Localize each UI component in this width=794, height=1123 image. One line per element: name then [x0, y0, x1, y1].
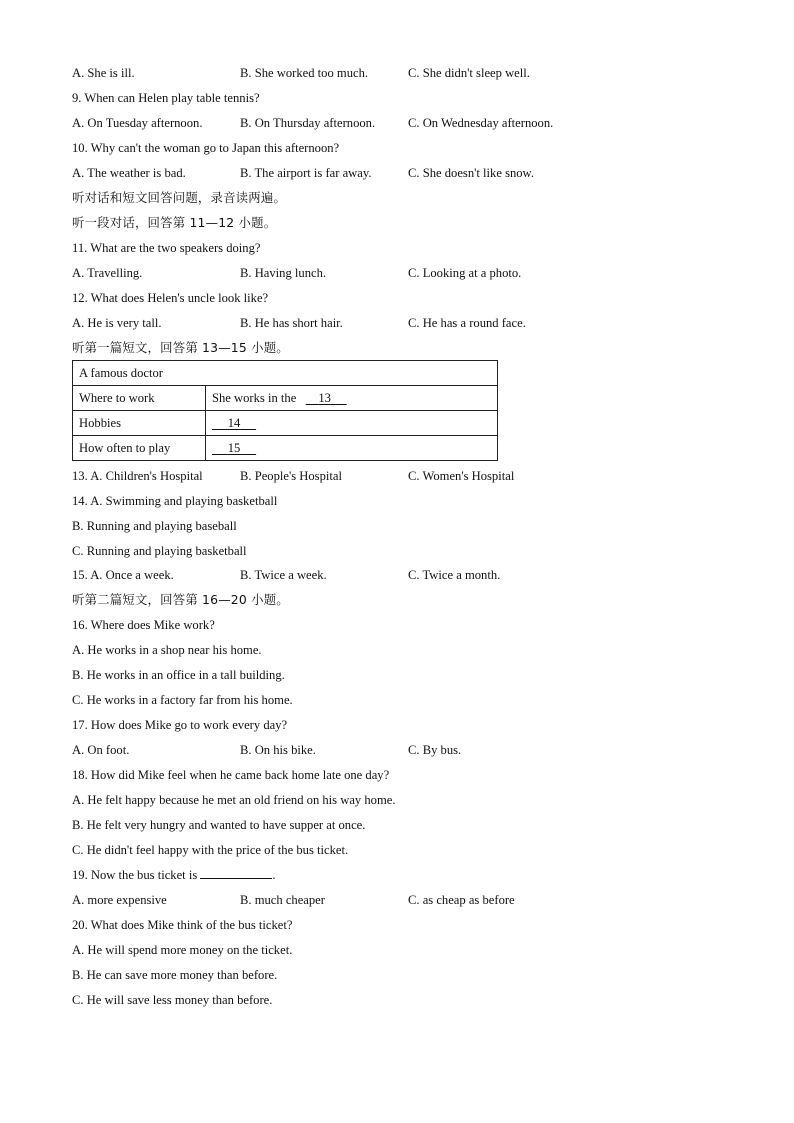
answer-blank-15: 15	[227, 440, 241, 455]
q18-option-c: C. He didn't feel happy with the price of the bus ticket.	[72, 843, 349, 857]
q19-answer-blank	[200, 866, 272, 879]
section-heading-dialogue-passage: 听对话和短文回答问题，录音读两遍。	[72, 190, 287, 205]
table-key: Hobbies	[73, 411, 206, 436]
q11-option-b: B. Having lunch.	[240, 266, 327, 280]
q9-option-a: A. On Tuesday afternoon.	[72, 116, 203, 130]
q19-stem: 19. Now the bus ticket is .	[72, 868, 276, 882]
q9-option-c: C. On Wednesday afternoon.	[408, 116, 554, 130]
q12-option-a: A. He is very tall.	[72, 316, 162, 330]
q8-option-b: B. She worked too much.	[240, 66, 369, 80]
q20-option-b: B. He can save more money than before.	[72, 968, 278, 982]
q10-option-b: B. The airport is far away.	[240, 166, 372, 180]
q18-option-a: A. He felt happy because he met an old friend on his way home.	[72, 793, 396, 807]
q11-option-c: C. Looking at a photo.	[408, 266, 522, 280]
q8-option-c: C. She didn't sleep well.	[408, 66, 530, 80]
q12-stem: 12. What does Helen's uncle look like?	[72, 291, 269, 305]
q13-option-b: B. People's Hospital	[240, 469, 342, 483]
table-value-prefix: She works in the	[212, 390, 297, 405]
q15-option-c: C. Twice a month.	[408, 568, 501, 582]
q19-option-c: C. as cheap as before	[408, 893, 515, 907]
q13-option-c: C. Women's Hospital	[408, 469, 515, 483]
q14-option-a: 14. A. Swimming and playing basketball	[72, 494, 278, 508]
q9-option-b: B. On Thursday afternoon.	[240, 116, 376, 130]
q10-option-a: A. The weather is bad.	[72, 166, 186, 180]
table-key: Where to work	[73, 386, 206, 411]
table-title-row	[73, 361, 498, 386]
q16-option-c: C. He works in a factory far from his home.	[72, 693, 293, 707]
answer-blank-14: 14	[227, 415, 241, 430]
table-value	[206, 386, 498, 411]
table-value	[206, 411, 498, 436]
q15-option-b: B. Twice a week.	[240, 568, 327, 582]
q19-stem-text: 19. Now the bus ticket is	[72, 868, 198, 882]
table-value	[206, 436, 498, 461]
q11-stem: 11. What are the two speakers doing?	[72, 241, 261, 255]
q8-option-a: A. She is ill.	[72, 66, 135, 80]
answer-blank-13: 13	[318, 390, 331, 405]
table-row	[73, 386, 498, 411]
table-row	[73, 436, 498, 461]
section-heading-passage-1: 听第一篇短文，回答第 13—15 小题。	[72, 340, 289, 355]
q20-option-a: A. He will spend more money on the ticket.	[72, 943, 293, 957]
section-heading-dialogue: 听一段对话，回答第 11—12 小题。	[72, 215, 277, 230]
q19-option-b: B. much cheaper	[240, 893, 325, 907]
q16-option-a: A. He works in a shop near his home.	[72, 643, 262, 657]
table-key: How often to play	[73, 436, 206, 461]
q17-option-a: A. On foot.	[72, 743, 130, 757]
q20-stem: 20. What does Mike think of the bus ticket?	[72, 918, 293, 932]
q18-stem: 18. How did Mike feel when he came back home late one day?	[72, 768, 390, 782]
table-title: A famous doctor	[73, 361, 498, 386]
q14-option-b: B. Running and playing baseball	[72, 519, 237, 533]
table-row	[73, 411, 498, 436]
q12-option-c: C. He has a round face.	[408, 316, 526, 330]
section-heading-passage-2: 听第二篇短文，回答第 16—20 小题。	[72, 592, 289, 607]
q18-option-b: B. He felt very hungry and wanted to have supper at once.	[72, 818, 366, 832]
q10-stem: 10. Why can't the woman go to Japan this afternoon?	[72, 141, 340, 155]
q15-option-a: 15. A. Once a week.	[72, 568, 174, 582]
q12-option-b: B. He has short hair.	[240, 316, 343, 330]
q17-option-c: C. By bus.	[408, 743, 462, 757]
q13-option-a: 13. A. Children's Hospital	[72, 469, 203, 483]
q16-option-b: B. He works in an office in a tall building.	[72, 668, 285, 682]
q20-option-c: C. He will save less money than before.	[72, 993, 273, 1007]
q10-option-c: C. She doesn't like snow.	[408, 166, 534, 180]
q11-option-a: A. Travelling.	[72, 266, 143, 280]
q17-stem: 17. How does Mike go to work every day?	[72, 718, 288, 732]
q19-option-a: A. more expensive	[72, 893, 167, 907]
q14-option-c: C. Running and playing basketball	[72, 544, 247, 558]
q17-option-b: B. On his bike.	[240, 743, 316, 757]
q9-stem: 9. When can Helen play table tennis?	[72, 91, 260, 105]
q16-stem: 16. Where does Mike work?	[72, 618, 215, 632]
info-table	[72, 360, 498, 461]
